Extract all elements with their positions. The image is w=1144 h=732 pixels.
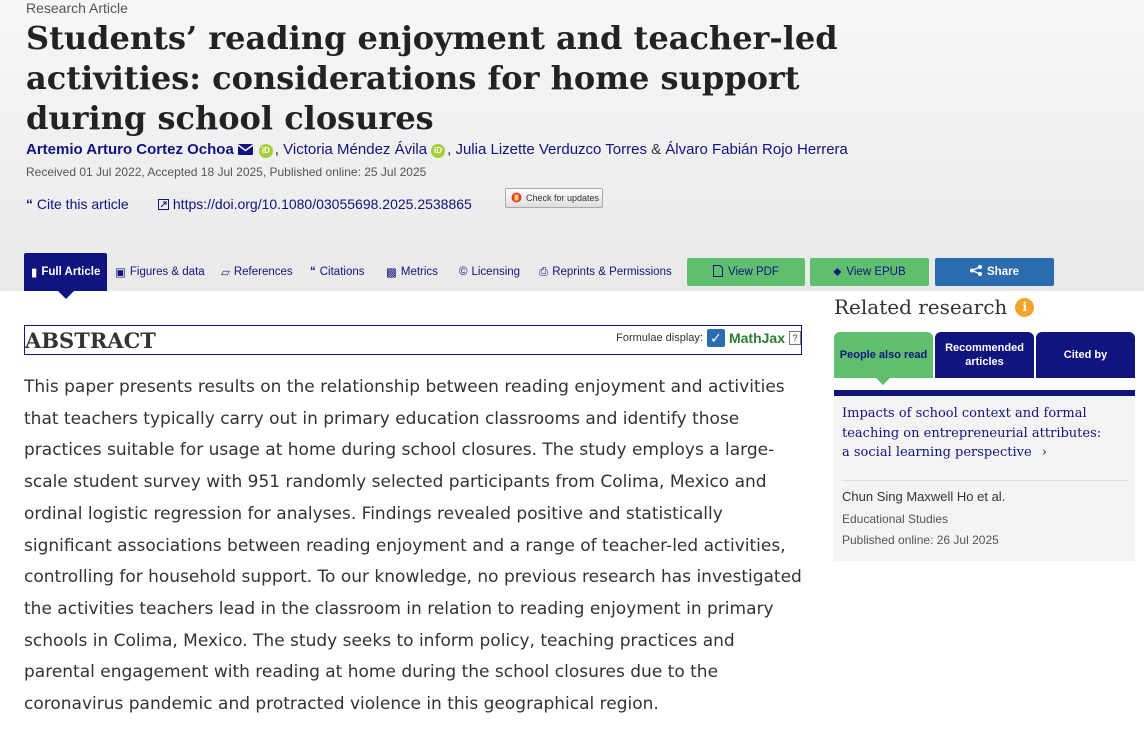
print-icon: ⎙ — [539, 265, 549, 278]
image-icon: ▣ — [115, 267, 126, 279]
article-type: Research Article — [26, 0, 128, 16]
orcid-icon[interactable]: iD — [259, 144, 273, 158]
document-icon: ▮ — [31, 267, 38, 279]
doi-link[interactable] — [158, 196, 472, 212]
chevron-right-icon: › — [1041, 445, 1047, 460]
related-article-published: Published online: 26 Jul 2025 — [842, 533, 999, 547]
tab-figures-data[interactable] — [115, 253, 205, 291]
tab-label: Full Article — [41, 266, 101, 278]
tab-licensing[interactable] — [459, 253, 520, 291]
share-button[interactable] — [935, 258, 1054, 286]
quote-icon: “ — [310, 266, 316, 278]
related-article-link[interactable] — [842, 404, 1112, 463]
tab-label: Metrics — [400, 266, 438, 278]
author-link[interactable]: Victoria Méndez Ávila — [283, 141, 428, 158]
card-divider — [842, 480, 1127, 481]
tab-reprints-permissions[interactable] — [539, 253, 672, 291]
tab-cited-by[interactable]: Cited by — [1036, 332, 1135, 378]
abstract-text: This paper presents results on the relationship between reading enjoyment and activities that teachers typically carry out in primary education classrooms and identify those practices suitable for usage at home during school closures. The study employs a large-scale student survey with 951 randomly selected participants from Colima, Mexico and ordinal logistic regression for analyses. Findings revealed positive and statistically significant associations between reading enjoyment and a range of teacher-led activities, controlling for household support. To our knowledge, no previous research has investigated the activities teachers lead in the classroom in relation to reading enjoyment in primary schools in Colima, Mexico. The study seeks to inform policy, teaching practices and parental engagement with reading at home during the school closures due to the coronavirus pandemic and protracted violence in this geographical region. — [24, 377, 802, 715]
view-pdf-button[interactable] — [687, 258, 805, 286]
related-research-panel — [834, 295, 1135, 547]
author-separator: , — [274, 141, 284, 158]
info-icon[interactable]: i — [1015, 298, 1034, 317]
formulae-display-control — [616, 329, 801, 347]
cite-label: Cite this article — [36, 196, 129, 212]
tab-people-also-read[interactable]: People also read — [834, 332, 933, 378]
publication-dates: Received 01 Jul 2022, Accepted 18 Jul 2025, Published online: 25 Jul 2025 — [26, 165, 427, 179]
related-article-authors: Chun Sing Maxwell Ho et al. — [842, 489, 1006, 504]
copyright-icon: © — [459, 266, 468, 278]
tab-metrics[interactable] — [386, 253, 438, 291]
tab-label: Licensing — [471, 266, 521, 278]
related-article-title: Impacts of school context and formal teaching on entrepreneurial attributes: a social learning perspective — [842, 406, 1102, 460]
author-link[interactable]: Artemio Arturo Cortez Ochoa — [26, 141, 234, 158]
formulae-label: Formulae display: — [616, 332, 703, 344]
cite-this-article-link[interactable] — [26, 196, 129, 212]
orcid-icon[interactable]: iD — [431, 144, 445, 158]
article-title: Students’ reading enjoyment and teacher-led activities: considerations for home support during school closures — [26, 19, 838, 137]
pdf-icon — [713, 265, 723, 280]
related-article-card — [834, 396, 1135, 561]
doi-url: https://doi.org/10.1080/03055698.2025.2538865 — [172, 196, 472, 212]
button-label: Share — [987, 266, 1019, 278]
mathjax-logo: MathJax — [728, 330, 785, 346]
tab-recommended-articles[interactable]: Recommended articles — [935, 332, 1034, 378]
author-link[interactable]: Álvaro Fabián Rojo Herrera — [665, 141, 848, 158]
related-tabs — [834, 332, 1135, 378]
book-icon: ▱ — [221, 267, 230, 279]
button-label: View PDF — [728, 266, 779, 278]
abstract-header — [24, 325, 802, 355]
abstract-heading: ABSTRACT — [25, 328, 156, 353]
crossmark-icon — [511, 192, 522, 205]
tab-references[interactable] — [221, 253, 293, 291]
mathjax-checkbox[interactable]: ✓ — [707, 329, 725, 347]
author-separator: & — [646, 141, 666, 158]
tab-citations[interactable] — [310, 253, 365, 291]
tab-label: References — [233, 266, 293, 278]
related-title-text: Related research — [834, 295, 1008, 319]
view-epub-button[interactable] — [810, 258, 929, 286]
bar-chart-icon: ▩ — [386, 267, 397, 279]
help-icon[interactable]: ? — [789, 331, 801, 345]
email-icon[interactable] — [238, 142, 253, 159]
related-article-journal: Educational Studies — [842, 512, 949, 526]
quote-icon: “ — [26, 196, 33, 212]
check-updates-label: Check for updates — [526, 193, 600, 203]
tab-label: Reprints & Permissions — [552, 266, 672, 278]
tab-full-article[interactable] — [24, 253, 107, 291]
article-tabs — [0, 253, 1144, 291]
author-list — [26, 141, 848, 159]
tab-label: Citations — [319, 266, 365, 278]
share-icon — [970, 265, 982, 279]
button-label: View EPUB — [846, 266, 906, 278]
article-header — [0, 0, 1144, 291]
check-for-updates-button[interactable] — [505, 188, 603, 208]
author-link[interactable]: Julia Lizette Verduzco Torres — [455, 141, 647, 158]
author-separator: , — [447, 141, 456, 158]
related-research-title — [834, 295, 1135, 319]
epub-icon: ⬥ — [833, 265, 842, 278]
tab-label: Figures & data — [129, 266, 205, 278]
external-link-icon — [158, 196, 169, 212]
